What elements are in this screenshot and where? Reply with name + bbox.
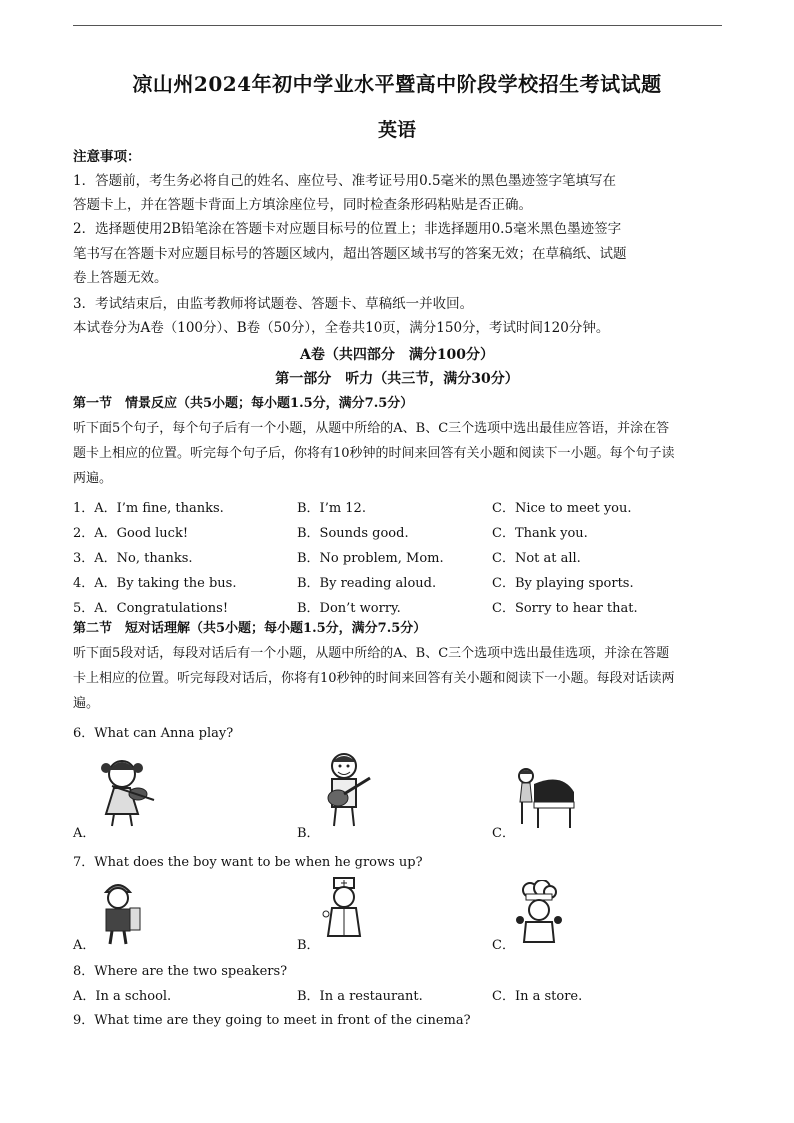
boy-guitar-image (316, 748, 376, 832)
option-a: 3．A．No, thanks. (73, 551, 193, 566)
section2-instruction: 遍。 (73, 696, 100, 711)
section2-instruction: 听下面5段对话，每段对话后有一个小题，从题中所给的A、B、C三个选项中选出最佳选项，并涂在答题 (73, 646, 670, 661)
option-c: C．Sorry to hear that. (492, 601, 638, 616)
section1-instruction: 题卡上相应的位置。听完每个句子后，你将有10秒钟的时间来回答有关小题和阅读下一小题。每个句子读 (73, 446, 675, 461)
question-6: 6．What can Anna play? (73, 726, 234, 741)
option-b: B．In a restaurant. (297, 989, 423, 1004)
option-a: 4．A．By taking the bus. (73, 576, 237, 591)
exam-subject: 英语 (377, 119, 416, 141)
doctor-image (318, 874, 370, 946)
option-b: B．By reading aloud. (297, 576, 437, 591)
option-b: B．Sounds good. (297, 526, 409, 541)
notice-line: 答题卡上，并在答题卡背面上方填涂座位号，同时检查条形码粘贴是否正确。 (73, 197, 532, 213)
volume-a-heading: A卷（共四部分 满分100分） (299, 347, 495, 363)
option-a: 1．A．I’m fine, thanks. (73, 501, 224, 516)
question-7: 7．What does the boy want to be when he grows up? (73, 855, 423, 870)
notice-line: 2．选择题使用2B铅笔涂在答题卡对应题目标号的位置上；非选择题用0.5毫米黑色墨迹签字 (73, 221, 622, 237)
option-a: 5．A．Congratulations! (73, 601, 229, 616)
option-a: 2．A．Good luck! (73, 526, 189, 541)
question-8: 8．Where are the two speakers? (73, 964, 288, 979)
option-c-label: C． (492, 826, 515, 841)
notice-line: 3．考试结束后，由监考教师将试题卷、答题卡、草稿纸一并收回。 (73, 296, 474, 312)
option-a-label: A． (73, 938, 96, 953)
part1-heading: 第一部分 听力（共三节，满分30分） (275, 371, 519, 387)
option-b: B．No problem, Mom. (297, 551, 444, 566)
section2-instruction: 卡上相应的位置。听完每段对话后，你将有10秒钟的时间来回答有关小题和阅读下一小题。每段对话读两 (73, 671, 675, 686)
engineer-image (94, 878, 146, 946)
option-c: C．Thank you. (492, 526, 588, 541)
section1-instruction: 两遍。 (73, 471, 113, 486)
top-rule (73, 25, 722, 26)
girl-piano-image (512, 762, 578, 832)
girl-violin-image (92, 752, 162, 832)
notice-line: 本试卷分为A卷（100分）、B卷（50分），全卷共10页，满分150分，考试时间120分钟。 (73, 320, 610, 336)
section2-title: 第二节 短对话理解（共5小题；每小题1.5分，满分7.5分） (73, 621, 427, 636)
option-a: A．In a school. (73, 989, 172, 1004)
section1-instruction: 听下面5个句子，每个句子后有一个小题，从题中所给的A、B、C三个选项中选出最佳应答语，并涂在答 (73, 421, 670, 436)
option-a-label: A． (73, 826, 96, 841)
exam-title: 凉山州2024年初中学业水平暨高中阶段学校招生考试试题 (132, 72, 662, 96)
option-b-label: B． (297, 938, 320, 953)
chef-image (512, 880, 564, 946)
question-9: 9．What time are they going to meet in front of the cinema? (73, 1013, 471, 1028)
notice-line: 1．答题前，考生务必将自己的姓名、座位号、准考证号用0.5毫米的黑色墨迹签字笔填写在 (73, 173, 617, 189)
option-c: C．In a store. (492, 989, 583, 1004)
option-c-label: C． (492, 938, 515, 953)
option-b-label: B． (297, 826, 320, 841)
section1-title: 第一节 情景反应（共5小题；每小题1.5分，满分7.5分） (73, 396, 414, 411)
option-b: B．Don’t worry. (297, 601, 401, 616)
option-b: B．I’m 12. (297, 501, 366, 516)
notice-line: 卷上答题无效。 (73, 270, 168, 286)
notice-heading: 注意事项： (73, 149, 141, 165)
option-c: C．Nice to meet you. (492, 501, 632, 516)
option-c: C．By playing sports. (492, 576, 634, 591)
option-c: C．Not at all. (492, 551, 581, 566)
notice-line: 笔书写在答题卡对应题目标号的答题区域内，超出答题区域书写的答案无效；在草稿纸、试题 (73, 246, 627, 262)
